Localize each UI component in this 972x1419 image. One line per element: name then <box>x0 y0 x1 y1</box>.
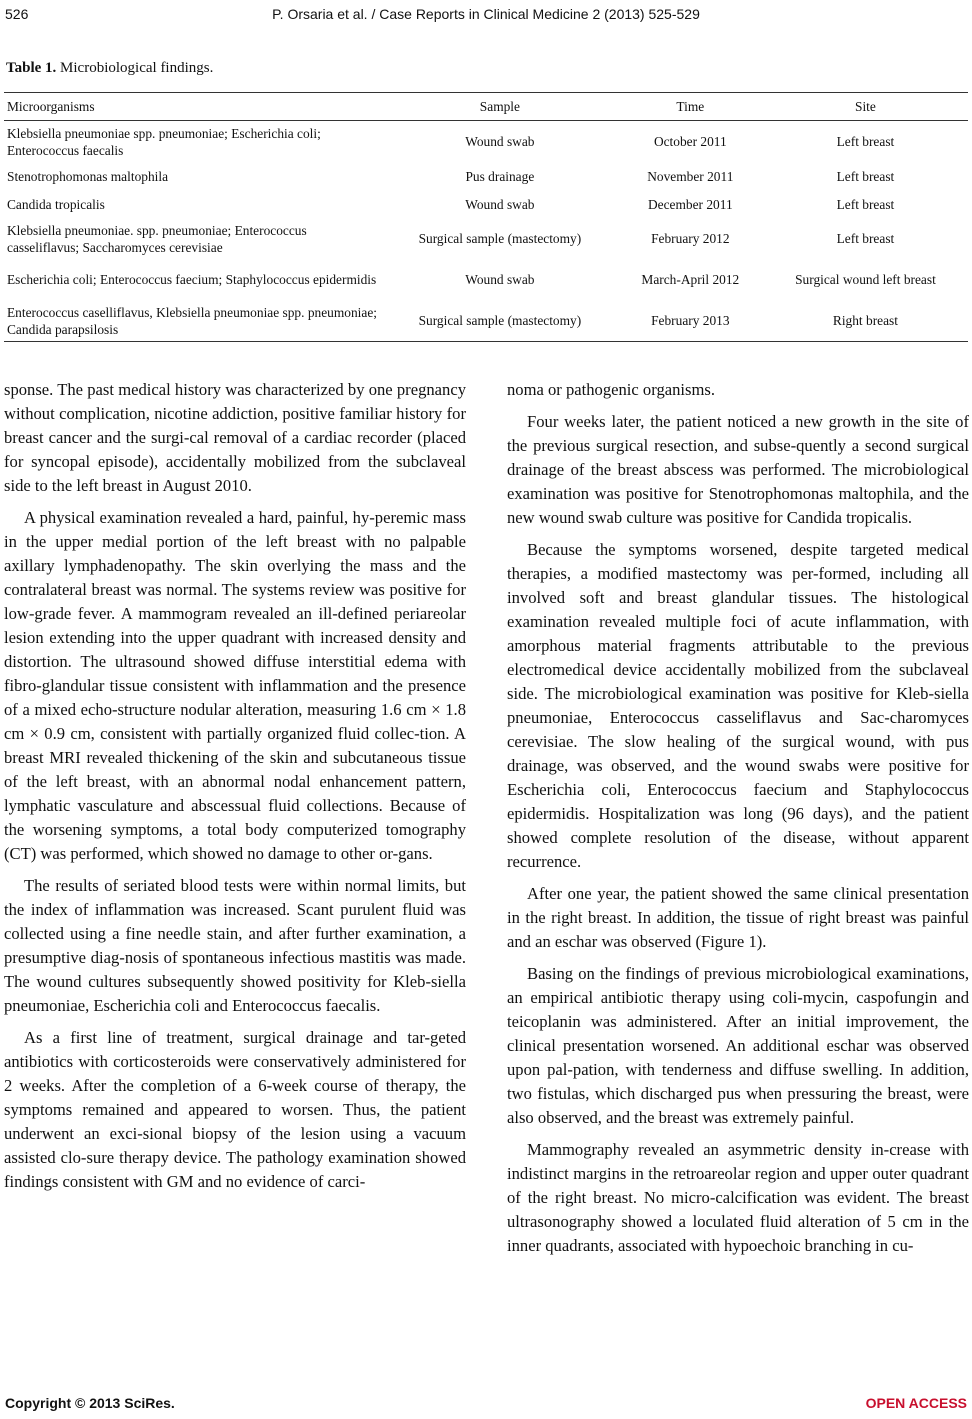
table-header-row <box>4 93 968 121</box>
cell-time: October 2011 <box>653 134 727 149</box>
cell-site: Right breast <box>763 300 968 342</box>
body-column-right <box>507 378 969 1258</box>
body-paragraph: sponse. The past medical history was characterized by one pregnancy without complication, nicotine addiction, positive familiar history for breast cancer and the surgi-cal removal of a cardiac recorder (placed for syncopal episode), accidentally mobilized from the subclaveal side to the left breast in August 2010. <box>4 380 466 495</box>
body-paragraph: Because the symptoms worsened, despite targeted medical therapies, a modified mastectomy was per-formed, including all involved soft and breast glandular tissues. The histological examination revealed multiple foci of acute inflammation, with amorphous material fragments attributable to the previous electromedical device accidentally mobilized from the subclaveal side. The microbiological examination was positive for Kleb-siella pneumoniae, Enterococcus casseliflavus and Sac-charomyces cerevisiae. The slow healing of the surgical wound, with pus drainage, was observed, and the wound swabs were positive for Escherichia coli, Enterococcus faecium and Staphylococcus epidermidis. Hospitalization was long (96 days), and the patient showed complete resolution of the disease, without apparent recurrence. <box>507 540 969 871</box>
cell-sample: Wound swab <box>465 196 535 212</box>
cell-time: November 2011 <box>647 168 734 184</box>
table-row <box>4 162 968 190</box>
table-caption <box>6 60 213 77</box>
cell-site: Surgical wound left breast <box>795 272 936 287</box>
cell-microorganisms: Escherichia coli; Enterococcus faecium; Staphylococcus epidermidis <box>7 272 377 287</box>
body-paragraph: A physical examination revealed a hard, painful, hy-peremic mass in the upper medial portion of the left breast with no palpable axillary lymphadenopathy. The skin overlying the mass and the contralateral breast was normal. The systems review was positive for low-grade fever. A mammogram revealed an ill-defined periareolar lesion extending into the upper quadrant with increased density and distortion. The ultrasound showed diffuse interstitial edema with fibro-glandular tissue consistent with inflammation and the presence of a mixed echo-structure nodular alteration, measuring 1.6 cm × 1.8 cm × 0.9 cm, consistent with partially organized fluid collec-tion. A breast MRI revealed thickening of the skin and subcutaneous tissue of the left breast, with an abnormal nodal enhancement pattern, lymphatic vasculature and abscessual fluid collections. Because of the worsening symptoms, a total body computerized tomography (CT) was performed, which showed no damage to other or-gans. <box>4 508 466 863</box>
cell-site: Left breast <box>836 231 895 246</box>
cell-time: February 2012 <box>651 231 730 246</box>
body-paragraph: Four weeks later, the patient noticed a new growth in the site of the previous surgical resection, and subse-quently a second surgical drainage of the breast abscess was performed. The microbiological examination was positive for Stenotrophomonas maltophila, and the new wound swab culture was positive for Candida tropicalis. <box>507 412 969 527</box>
body-paragraph: Mammography revealed an asymmetric density in-crease with indistinct margins in the retroareolar region and upper outer quadrant of the right breast. No micro-calcification was evident. The breast ultrasonography showed a loculated fluid alteration of 5 cm in the inner quadrants, associated with hypoechoic branching in cu- <box>507 1140 969 1255</box>
table-row <box>4 121 968 163</box>
body-paragraph: The results of seriated blood tests were within normal limits, but the index of inflammation was increased. Scant purulent fluid was collected using a fine needle stain, and after further examination, a presumptive diag-nosis of spontaneous infectious mastitis was made. The wound cultures subsequently showed positivity for Kleb-siella pneumoniae, Escherichia coli and Enterococcus faecalis. <box>4 876 466 1015</box>
cell-sample: Surgical sample (mastectomy) <box>382 300 618 342</box>
cell-time: December 2011 <box>648 196 733 212</box>
table-row <box>4 190 968 218</box>
table-row <box>4 218 968 259</box>
page-header <box>5 6 967 28</box>
cell-site: Left breast <box>836 168 895 184</box>
cell-sample: Wound swab <box>465 134 535 149</box>
cell-sample: Wound swab <box>465 272 535 287</box>
cell-site: Left breast <box>836 134 895 149</box>
body-column-left <box>4 378 466 1194</box>
body-paragraph: Basing on the findings of previous microbiological examinations, an empirical antibiotic therapy using coli-mycin, caspofungin and teicoplanin was administered. After an initial improvement, the clinical presentation worsened. An additional eschar was observed upon pal-pation, with tenderness and diffuse swelling. In addition, two fistulas, which discharged pus when pressuring the breast, were also observed, and the breast was extremely painful. <box>507 964 969 1127</box>
table-caption-label: Table 1. <box>6 60 57 76</box>
open-access-label: OPEN ACCESS <box>865 1395 967 1411</box>
cell-microorganisms: Candida tropicalis <box>7 196 105 212</box>
cell-microorganisms: Klebsiella pneumoniae. spp. pneumoniae; Enterococcus casseliflavus; Saccharomyces cerevisiae <box>7 222 307 255</box>
running-head: P. Orsaria et al. / Case Reports in Clinical Medicine 2 (2013) 525-529 <box>272 6 700 22</box>
cell-site: Left breast <box>836 196 895 212</box>
cell-microorganisms: Klebsiella pneumoniae spp. pneumoniae; Escherichia coli; Enterococcus faecalis <box>7 125 321 158</box>
cell-sample: Pus drainage <box>465 168 535 184</box>
table-row <box>4 259 968 300</box>
body-paragraph: As a first line of treatment, surgical drainage and tar-geted antibiotics with corticosteroids were conservatively administered for 2 weeks. After the completion of a 6-week course of therapy, the symptoms remained and appeared to worsen. Thus, the patient underwent an exci-sional biopsy of the lesion using a vacuum assisted clo-sure therapy device. The pathology examination showed findings consistent with GM and no evidence of carci- <box>4 1028 466 1191</box>
cell-time: March-April 2012 <box>641 272 740 287</box>
table-row <box>4 300 968 342</box>
microbiology-table <box>4 92 968 342</box>
cell-microorganisms: Stenotrophomonas maltophila <box>7 168 169 184</box>
body-paragraph: After one year, the patient showed the same clinical presentation in the right breast. In addition, the tissue of right breast was painful and an eschar was observed (Figure 1). <box>507 884 969 951</box>
page-number: 526 <box>5 6 29 22</box>
column-header-time: Time <box>618 93 763 121</box>
copyright-notice: Copyright © 2013 SciRes. <box>5 1395 175 1411</box>
body-paragraph: noma or pathogenic organisms. <box>507 380 715 399</box>
cell-time: February 2013 <box>618 300 763 342</box>
table-caption-text: Microbiological findings. <box>56 60 214 76</box>
column-header-site: Site <box>763 93 968 121</box>
column-header-sample: Sample <box>382 93 618 121</box>
cell-sample: Surgical sample (mastectomy) <box>418 231 582 246</box>
column-header-microorganisms: Microorganisms <box>4 93 382 121</box>
cell-microorganisms: Enterococcus caselliflavus, Klebsiella pneumoniae spp. pneumoniae; Candida parapsilosis <box>4 300 382 342</box>
